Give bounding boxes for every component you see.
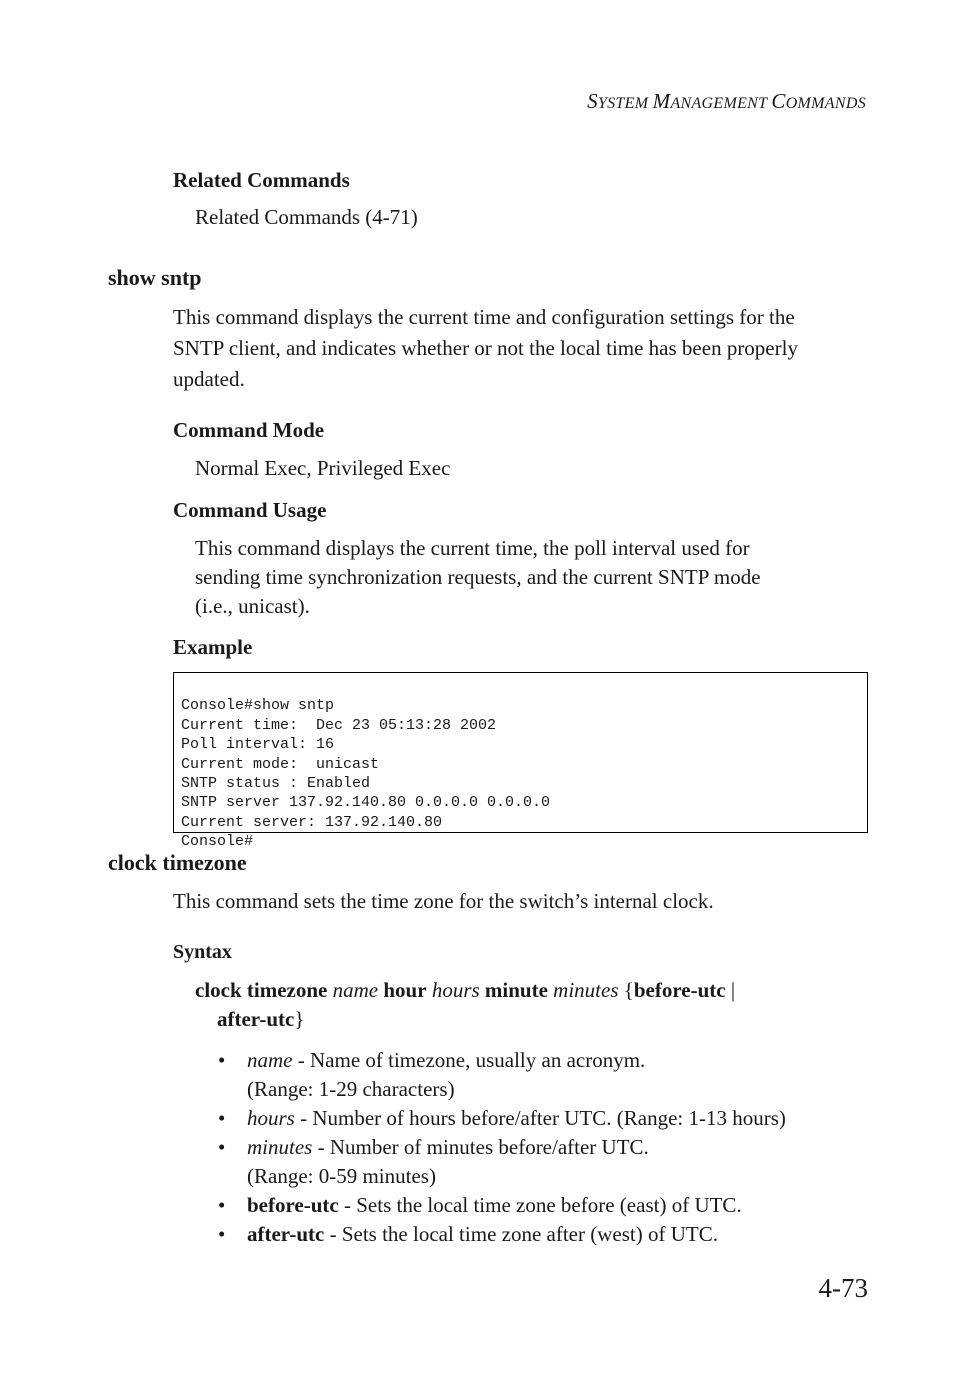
header-rest-2: ANAGEMENT [670, 95, 772, 112]
command-mode-heading: Command Mode [173, 418, 325, 442]
example-heading: Example [173, 635, 253, 659]
code-example [173, 672, 868, 851]
param-term: name [247, 1048, 293, 1072]
syntax-pipe: | [730, 978, 736, 1002]
code-line: Console#show sntp [181, 697, 335, 715]
param-extra: (Range: 0-59 minutes) [247, 1164, 436, 1188]
param-term: before-utc [247, 1193, 339, 1217]
syntax-heading: Syntax [173, 941, 232, 963]
syntax-line-1 [195, 976, 835, 1005]
header-cap-1: S [587, 89, 598, 113]
param-term: minutes [247, 1135, 313, 1159]
code-line: SNTP status : Enabled [181, 775, 371, 793]
command-mode-text: Normal Exec, Privileged Exec [195, 456, 451, 480]
syntax-open-brace: { [623, 978, 634, 1002]
show-sntp-title: show sntp [108, 265, 202, 290]
syntax-arg-hours: hours [431, 978, 480, 1002]
usage-line: sending time synchronization requests, and the current SNTP mode [195, 565, 761, 589]
header-rest-1: YSTEM [597, 95, 653, 112]
list-item [218, 1220, 858, 1249]
param-desc: - Sets the local time zone after (west) of UTC. [324, 1222, 718, 1246]
bullet-icon: • [218, 1193, 226, 1217]
bullet-icon: • [218, 1106, 226, 1130]
code-line: Current time: Dec 23 05:13:28 2002 [181, 716, 497, 734]
list-item [218, 1133, 858, 1191]
related-commands-heading: Related Commands [173, 168, 350, 192]
description-line: This command displays the current time and configuration settings for the [173, 305, 795, 329]
related-commands-text: Related Commands (4-71) [195, 205, 418, 229]
syntax-arg-name: name [332, 978, 379, 1002]
code-line: Poll interval: 16 [181, 736, 335, 754]
syntax-close-brace: } [294, 1007, 305, 1031]
show-sntp-description [173, 302, 873, 395]
list-item [218, 1104, 858, 1133]
running-header [587, 89, 866, 114]
clock-timezone-title: clock timezone [108, 850, 247, 875]
header-cap-2: M [652, 89, 671, 113]
param-desc: - Name of timezone, usually an acronym. [292, 1048, 646, 1072]
param-desc: - Sets the local time zone before (east) of UTC. [338, 1193, 742, 1217]
code-line: Current mode: unicast [181, 755, 380, 773]
param-desc: - Number of minutes before/after UTC. [312, 1135, 649, 1159]
syntax-arg-minutes: minutes [553, 978, 619, 1002]
command-usage-text [195, 534, 865, 621]
bullet-icon: • [218, 1048, 226, 1072]
code-line: SNTP server 137.92.140.80 0.0.0.0 0.0.0.0 [181, 794, 551, 812]
page-number: 4-73 [818, 1273, 868, 1303]
syntax-block [195, 976, 835, 1034]
parameter-list [218, 1046, 858, 1249]
list-item [218, 1046, 858, 1104]
param-term: after-utc [247, 1222, 325, 1246]
param-extra: (Range: 1-29 characters) [247, 1077, 455, 1101]
code-line: Current server: 137.92.140.80 [181, 813, 443, 831]
syntax-line-2 [195, 1005, 835, 1034]
bullet-icon: • [218, 1222, 226, 1246]
code-line: Console# [181, 833, 254, 851]
bullet-icon: • [218, 1135, 226, 1159]
header-cap-3: C [771, 89, 786, 113]
description-line: updated. [173, 367, 245, 391]
clock-timezone-description: This command sets the time zone for the switch’s internal clock. [173, 889, 714, 913]
command-usage-heading: Command Usage [173, 498, 327, 522]
description-line: SNTP client, and indicates whether or not the local time has been properly [173, 336, 798, 360]
usage-line: This command displays the current time, the poll interval used for [195, 536, 750, 560]
syntax-kw-minute: minute [484, 978, 548, 1002]
syntax-kw-hour: hour [383, 978, 427, 1002]
syntax-kw-before-utc: before-utc [633, 978, 726, 1002]
syntax-command: clock timezone [195, 978, 328, 1002]
syntax-kw-after-utc: after-utc [217, 1007, 295, 1031]
param-desc: - Number of hours before/after UTC. (Range: 1-13 hours) [294, 1106, 786, 1130]
usage-line: (i.e., unicast). [195, 594, 310, 618]
list-item [218, 1191, 858, 1220]
header-rest-3: OMMANDS [785, 95, 866, 112]
param-term: hours [247, 1106, 295, 1130]
